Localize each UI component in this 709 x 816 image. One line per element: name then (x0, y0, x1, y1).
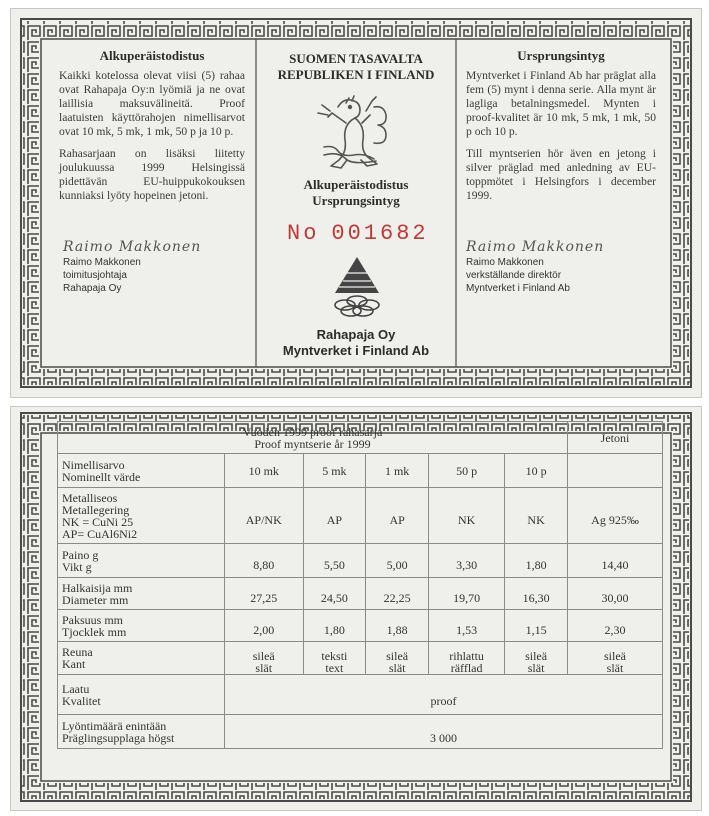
table-row (58, 578, 663, 610)
table-cell-jetoni: 30,00 (568, 578, 663, 610)
signature-image: Raimo Makkonen (63, 239, 202, 255)
row-label-line: Vikt g (62, 559, 92, 574)
row-label-line: AP= CuAl6Ni2 (62, 526, 138, 541)
republic-name-fi: SUOMEN TASAVALTA (289, 51, 423, 66)
table-cell: sileä slät (366, 642, 429, 675)
row-label (58, 578, 225, 610)
left-signer-name: Raimo Makkonen (63, 257, 141, 268)
row-label (58, 544, 225, 578)
table-header-row (58, 422, 663, 454)
cert-title-fi: Alkuperäistodistus (303, 177, 409, 192)
table-cell: 2,00 (225, 610, 304, 642)
row-label-line: NK = CuNi 25 (62, 514, 134, 529)
right-title: Ursprungsintyg (517, 48, 605, 63)
left-signer-company: Rahapaja Oy (63, 283, 122, 294)
table-cell: 1,88 (366, 610, 429, 642)
right-signature-block (466, 241, 656, 295)
left-paragraph-2: Rahasarjaan on lisäksi liitetty joulukuussa 1999 Helsingissä pidettävän EU-huippukokouksen kunniaksi lyöty hopeinen jetoni. (59, 147, 245, 202)
row-label (58, 488, 225, 544)
right-signer-company: Myntverket i Finland Ab (466, 283, 570, 294)
table-cell-jetoni: sileä slät (568, 642, 663, 675)
row-label-line: Paino g (62, 547, 99, 562)
row-label-line: Tjocklek mm (62, 624, 127, 639)
right-paragraph-2: Till myntserien hör även en jetong i silver präglad med anledning av EU-toppmötet i Helsingfors i december 1999. (466, 147, 656, 202)
table-cell: 22,25 (366, 578, 429, 610)
table-row (58, 610, 663, 642)
right-signer-name: Raimo Makkonen (466, 257, 544, 268)
serial-number (287, 221, 429, 246)
quality-label-fi: Laatu (62, 681, 90, 696)
quality-label (58, 675, 225, 715)
certificate-card (10, 8, 702, 398)
table-cell: AP/NK (225, 488, 304, 544)
table-title-fi: Vuoden 1999 proof rahasarja (242, 424, 383, 439)
row-label (58, 610, 225, 642)
mintage-label-fi: Lyöntimäärä enintään (62, 718, 167, 733)
mintage-value: 3 000 (225, 715, 663, 749)
table-cell: NK (505, 488, 568, 544)
row-label (58, 454, 225, 488)
right-signer-role: verkställande direktör (466, 270, 562, 281)
table-cell-jetoni: 14,40 (568, 544, 663, 578)
table-cell: 1,15 (505, 610, 568, 642)
table-cell: 50 p (429, 454, 505, 488)
table-cell-jetoni (568, 454, 663, 488)
table-row (58, 488, 663, 544)
table-cell: sileä slät (225, 642, 304, 675)
table-row-mintage (58, 715, 663, 749)
table-cell: 8,80 (225, 544, 304, 578)
row-label-line: Kant (62, 657, 86, 671)
table-cell-jetoni: Ag 925‰ (568, 488, 663, 544)
company-name-fi: Rahapaja Oy (316, 327, 396, 342)
republic-name-sv: REPUBLIKEN I FINLAND (277, 67, 435, 82)
right-paragraph-1: Myntverket i Finland Ab har präglat alla fem (5) mynt i denna serie. Alla mynt är lagliga betalningsmedel. Mynten i proof-kvalitet är 10 mk, 5 mk, 1 mk, 50 p och 10 p. (466, 69, 656, 138)
table-cell: NK (429, 488, 505, 544)
quality-label-sv: Kvalitet (62, 693, 101, 708)
row-label-line: Metallegering (62, 502, 130, 517)
serial-value: 001682 (331, 221, 429, 246)
table-cell: 16,30 (505, 578, 568, 610)
table-cell: AP (366, 488, 429, 544)
row-label (58, 642, 225, 675)
center-companies (257, 327, 455, 359)
left-title: Alkuperäistodistus (99, 48, 205, 63)
table-cell-jetoni: 2,30 (568, 610, 663, 642)
table-cell: 10 mk (225, 454, 304, 488)
table-body (58, 454, 663, 675)
table-cell: rihlattu räfflad (429, 642, 505, 675)
table-cell: 24,50 (303, 578, 366, 610)
table-title-sv: Proof myntserie år 1999 (254, 436, 371, 451)
table-row-quality (58, 675, 663, 715)
row-label-line: Halkaisija mm (62, 580, 133, 595)
table-cell: 3,30 (429, 544, 505, 578)
center-cert-titles (257, 177, 455, 209)
row-label-line: Diameter mm (62, 592, 129, 607)
signature-image-2: Raimo Makkonen (466, 239, 605, 255)
row-label-line: Metalliseos (62, 490, 118, 505)
table-cell: 5,50 (303, 544, 366, 578)
table-cell: 27,25 (225, 578, 304, 610)
company-name-sv: Myntverket i Finland Ab (282, 343, 430, 358)
lion-coat-of-arms-icon (316, 89, 396, 173)
table-cell: 19,70 (429, 578, 505, 610)
serial-prefix: No (287, 221, 320, 246)
table-cell: 5 mk (303, 454, 366, 488)
row-label-line: Nominellt värde (62, 469, 141, 484)
left-paragraph-1: Kaikki kotelossa olevat viisi (5) rahaa ovat Rahapaja Oy:n lyömiä ja ne ovat laillisia maksuvälineitä. Proof laatuisten käyttörahojen nimellisarvot ovat 10 mk, 5 mk, 1 mk, 50 p ja 10 p. (59, 69, 245, 138)
left-signer-role: toimitusjohtaja (63, 270, 127, 281)
row-label-line: Paksuus mm (62, 612, 124, 627)
table-header-jetoni: Jetoni (568, 422, 663, 454)
table-cell: 10 p (505, 454, 568, 488)
mintage-label (58, 715, 225, 749)
table-cell: 5,00 (366, 544, 429, 578)
table-cell: 1 mk (366, 454, 429, 488)
right-panel (466, 49, 656, 211)
table-title-cell (58, 422, 568, 454)
table-row (58, 544, 663, 578)
spec-card (10, 406, 702, 811)
coin-spec-table (57, 421, 663, 749)
cert-title-sv: Ursprungsintyg (312, 193, 400, 208)
table-cell: sileä slät (505, 642, 568, 675)
table-cell: 1,80 (505, 544, 568, 578)
table-row (58, 642, 663, 675)
table-cell: AP (303, 488, 366, 544)
mint-pyramid-logo-icon (329, 255, 385, 319)
center-heading (257, 51, 455, 83)
table-cell: teksti text (303, 642, 366, 675)
table-cell: 1,80 (303, 610, 366, 642)
quality-value: proof (225, 675, 663, 715)
table-cell: 1,53 (429, 610, 505, 642)
row-label-line: Nimellisarvo (62, 457, 125, 472)
left-panel (59, 49, 245, 211)
row-label-line: Reuna (62, 645, 93, 659)
mintage-label-sv: Präglingsupplaga högst (62, 730, 175, 745)
table-row (58, 454, 663, 488)
left-signature-block (63, 241, 243, 295)
